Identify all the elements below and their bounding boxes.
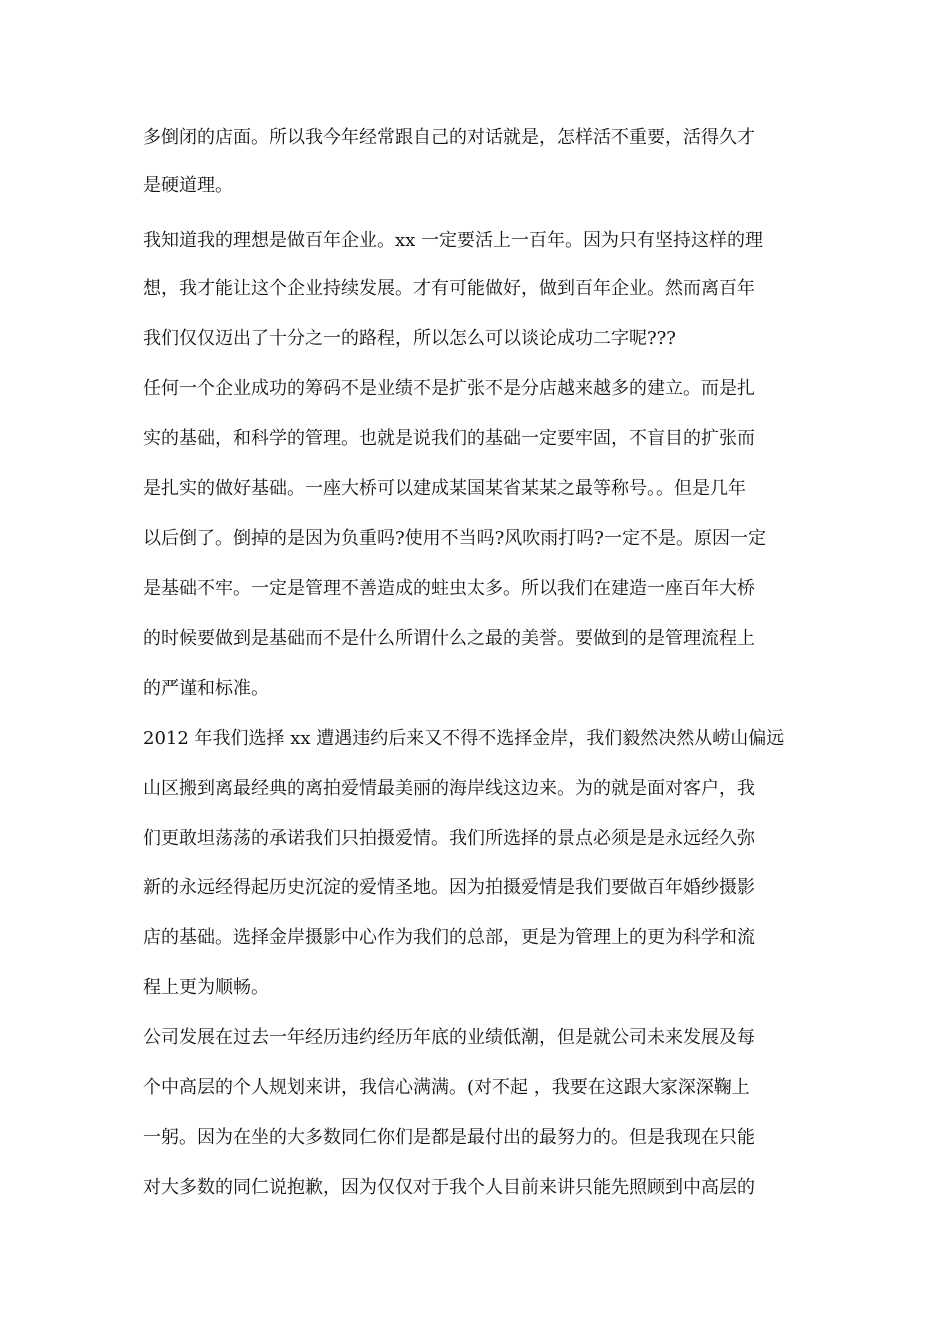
text-line: 我知道我的理想是做百年企业。xx 一定要活上一百年。因为只有坚持这样的理 <box>143 230 764 251</box>
text-line: 2012 年我们选择 xx 遭遇违约后来又不得不选择金岸，我们毅然决然从崂山偏远 <box>143 728 785 749</box>
text-line: 山区搬到离最经典的离拍爱情最美丽的海岸线这边来。为的就是面对客户，我 <box>143 778 755 799</box>
text-line: 的严谨和标准。 <box>143 678 269 699</box>
text-line: 实的基础，和科学的管理。也就是说我们的基础一定要牢固，不盲目的扩张而 <box>143 428 755 449</box>
text-line: 我们仅仅迈出了十分之一的路程，所以怎么可以谈论成功二字呢??? <box>143 328 676 349</box>
text-line: 的时候要做到是基础而不是什么所谓什么之最的美誉。要做到的是管理流程上 <box>143 628 755 649</box>
text-line: 一躬。因为在坐的大多数同仁你们是都是最付出的最努力的。但是我现在只能 <box>143 1127 755 1148</box>
text-line: 公司发展在过去一年经历违约经历年底的业绩低潮，但是就公司未来发展及每 <box>143 1027 755 1048</box>
text-line: 程上更为顺畅。 <box>143 977 269 998</box>
text-line: 以后倒了。倒掉的是因为负重吗?使用不当吗?风吹雨打吗?一定不是。原因一定 <box>143 528 766 549</box>
text-line: 个中高层的个人规划来讲，我信心满满。(对不起 ，我要在这跟大家深深鞠上 <box>143 1077 750 1098</box>
text-line: 对大多数的同仁说抱歉，因为仅仅对于我个人目前来讲只能先照顾到中高层的 <box>143 1177 755 1198</box>
text-line: 是扎实的做好基础。一座大桥可以建成某国某省某某之最等称号。。但是几年 <box>143 478 746 499</box>
text-line: 们更敢坦荡荡的承诺我们只拍摄爱情。我们所选择的景点必须是是永远经久弥 <box>143 828 755 849</box>
text-line: 是基础不牢。一定是管理不善造成的蛀虫太多。所以我们在建造一座百年大桥 <box>143 578 755 599</box>
text-line: 店的基础。选择金岸摄影中心作为我们的总部，更是为管理上的更为科学和流 <box>143 927 755 948</box>
text-line: 任何一个企业成功的筹码不是业绩不是扩张不是分店越来越多的建立。而是扎 <box>143 378 755 399</box>
text-line: 想，我才能让这个企业持续发展。才有可能做好，做到百年企业。然而离百年 <box>143 278 755 299</box>
text-line: 新的永远经得起历史沉淀的爱情圣地。因为拍摄爱情是我们要做百年婚纱摄影 <box>143 877 755 898</box>
text-line: 是硬道理。 <box>143 175 233 196</box>
text-line: 多倒闭的店面。所以我今年经常跟自己的对话就是，怎样活不重要，活得久才 <box>143 127 755 148</box>
